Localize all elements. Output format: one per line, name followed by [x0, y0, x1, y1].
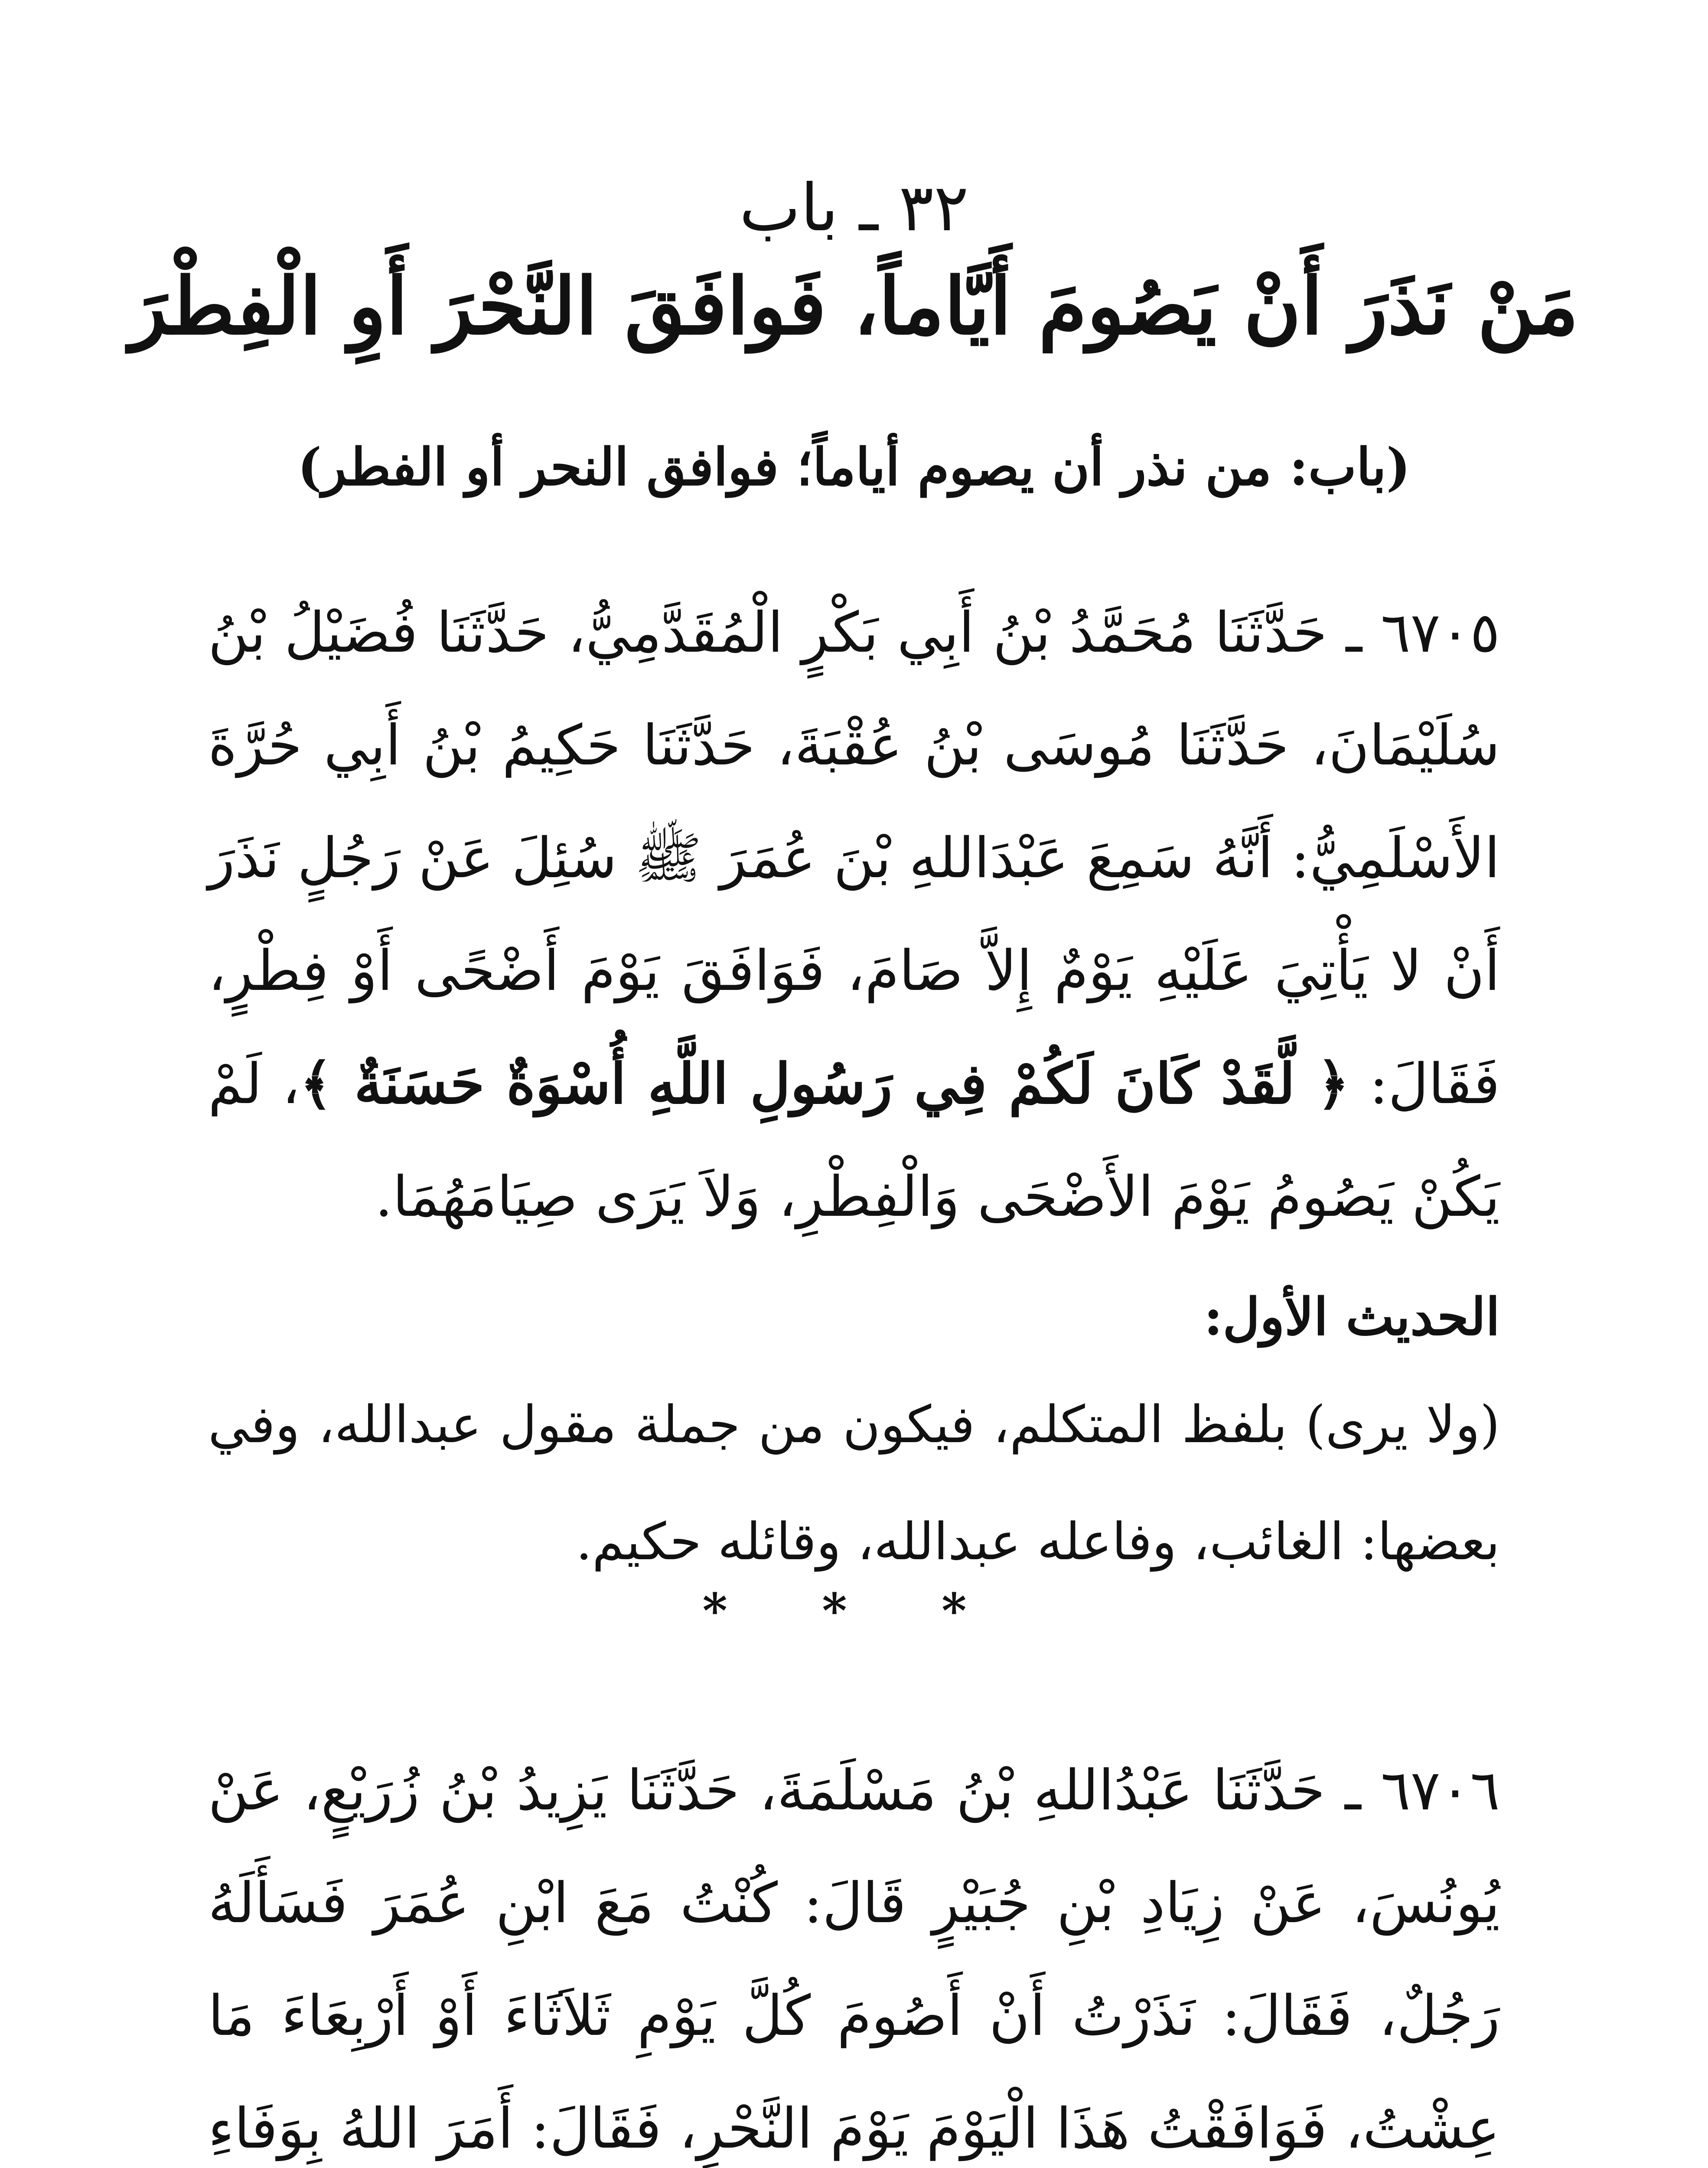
commentary-heading: الحديث الأول:	[1204, 1286, 1500, 1347]
chapter-title: مَنْ نَذَرَ أَنْ يَصُومَ أَيَّاماً، فَوافَقَ النَّحْرَ أَوِ الْفِطْرَ	[129, 261, 1579, 352]
hadith-6705	[208, 577, 1500, 1254]
section-separator: * * *	[702, 1583, 1006, 1639]
chapter-number: ٣٢ ـ باب	[739, 170, 969, 246]
hadith-6705-text-end: ، لَمْ يَكُنْ يَصُومُ يَوْمَ الأَضْحَى وَالْفِطْرِ، وَلاَ يَرَى صِيَامَهُمَا.	[208, 1052, 1500, 1229]
hadith-6706: ٦٧٠٦ ـ حَدَّثَنَا عَبْدُاللهِ بْنُ مَسْلَمَةَ، حَدَّثَنَا يَزِيدُ بْنُ زُرَيْعٍ، عَنْ يُونُسَ، عَنْ زِيَادِ بْنِ جُبَيْرٍ قَالَ: كُنْتُ مَعَ ابْنِ عُمَرَ فَسَأَلَهُ رَجُلٌ، فَقَالَ: نَذَرْتُ أَنْ أَصُومَ كُلَّ يَوْمِ ثَلاَثَاءَ أَوْ أَرْبِعَاءَ مَا عِشْتُ، فَوَافَقْتُ هَذَا الْيَوْمَ يَوْمَ النَّحْرِ، فَقَالَ: أَمَرَ اللهُ بِوَفَاءِ	[208, 1758, 1500, 2161]
hadith-6705-text-start: ٦٧٠٥ ـ حَدَّثَنَا مُحَمَّدُ بْنُ أَبِي بَكْرٍ الْمُقَدَّمِيُّ، حَدَّثَنَا فُضَيْلُ بْنُ سُلَيْمَانَ، حَدَّثَنَا مُوسَى بْنُ عُقْبَةَ، حَدَّثَنَا حَكِيمُ بْنُ أَبِي حُرَّةَ الأَسْلَمِيُّ: أَنَّهُ سَمِعَ عَبْدَاللهِ بْنَ عُمَرَ ﷺ سُئِلَ عَنْ رَجُلٍ نَذَرَ أَنْ لا يَأْتِيَ عَلَيْهِ يَوْمٌ إِلاَّ صَامَ، فَوَافَقَ يَوْمَ أَضْحًى أَوْ فِطْرٍ، فَقَالَ:	[208, 601, 1500, 1117]
commentary-text: (ولا يرى) بلفظ المتكلم، فيكون من جملة مقول عبدالله، وفي بعضها: الغائب، وفاعله عبدالله، وقائله حكيم.	[208, 1394, 1500, 1571]
quran-verse: ﴿ لَّقَدْ كَانَ لَكُمْ فِي رَسُولِ اللَّهِ أُسْوَةٌ حَسَنَةٌ ﴾	[300, 1051, 1349, 1117]
chapter-subtitle: (باب: من نذر أن يصوم أياماً؛ فوافق النحر أو الفطر)	[297, 437, 1411, 497]
